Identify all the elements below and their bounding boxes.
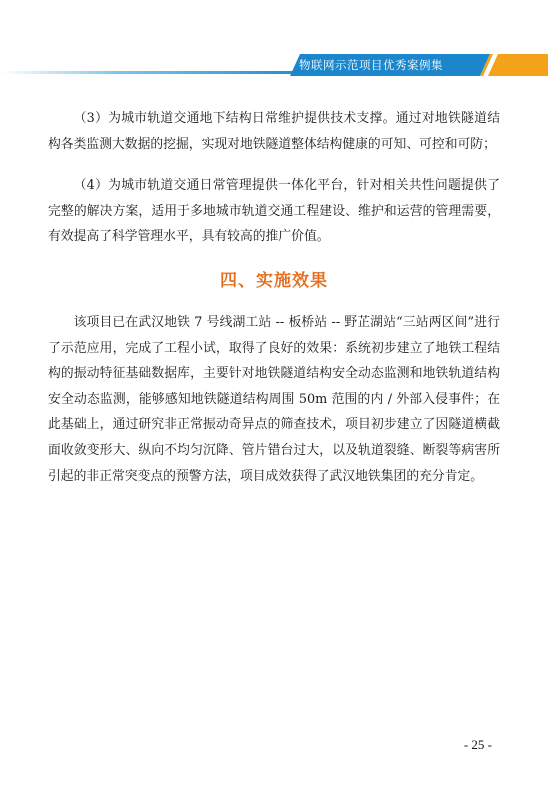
section-title: 四、实施效果 (220, 270, 328, 291)
page-header (0, 54, 548, 76)
header-title: 物联网示范项目优秀案例集 (299, 58, 443, 72)
paragraph-item-3: （3）为城市轨道交通地下结构日常维护提供技术支撑。通过对地铁隧道结构各类监测大数据的挖掘，实现对地铁隧道整体结构健康的可知、可控和可防； (48, 111, 500, 152)
paragraph-implementation: 该项目已在武汉地铁 7 号线湖工站 -- 板桥站 -- 野芷湖站“三站两区间”进行了示范应用，完成了工程小试，取得了良好的效果：系统初步建立了地铁工程结构的振动特征基础数据库，主要针对地铁隧道结构安全动态监测和地铁轨道结构安全动态监测，能够感知地铁隧道结构周围 50m 范围的内 / 外部入侵事件；在此基础上，通过研究非正常振动奇异点的筛查技术，项目初步建立了因隧道横截面收敛变形大、纵向不均匀沉降、管片错台过大，以及轨道裂缝、断裂等病害所引起的非正常突变点的预警方法，项目成效获得了武汉地铁集团的充分肯定。 (48, 314, 500, 484)
page-number: - 25 - (463, 737, 492, 752)
page-content (48, 106, 500, 489)
paragraph-item-4: （4）为城市轨道交通日常管理提供一体化平台，针对相关共性问题提供了完整的解决方案，适用于多地城市轨道交通工程建设、维护和运营的管理需要，有效提高了科学管理水平，具有较高的推广价值。 (48, 178, 500, 245)
header-stripe (0, 71, 300, 74)
